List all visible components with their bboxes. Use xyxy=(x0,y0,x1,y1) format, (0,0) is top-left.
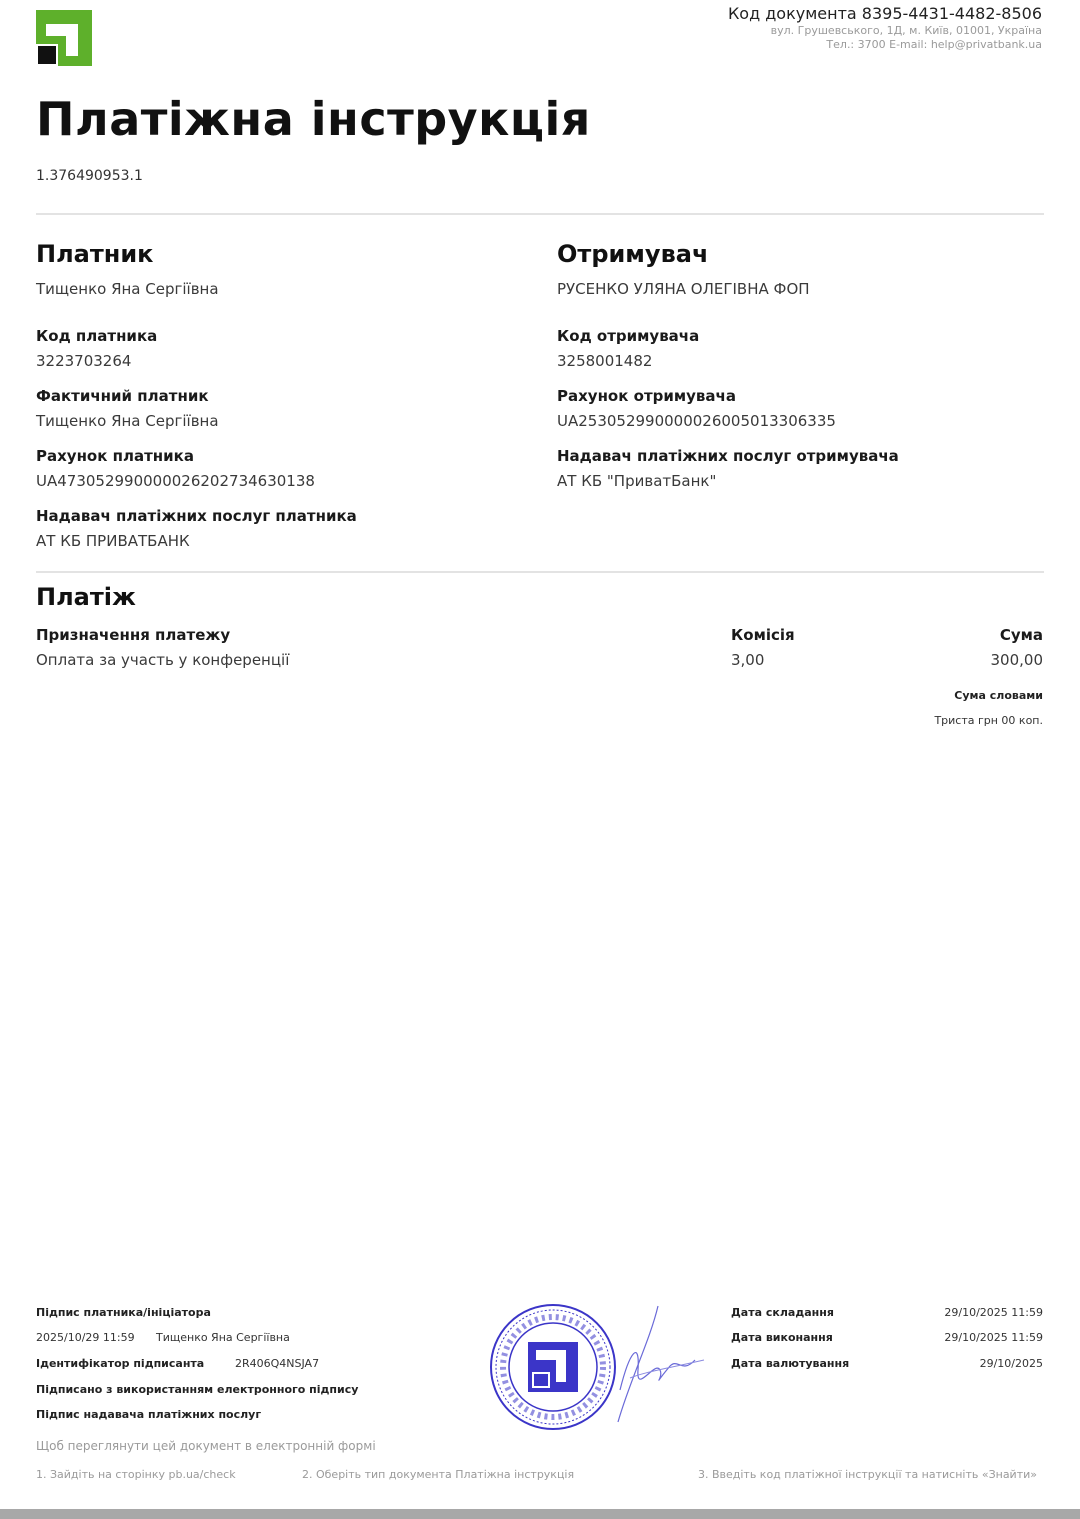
payment-purpose-label: Призначення платежу xyxy=(36,626,231,644)
date-executed-label: Дата виконання xyxy=(731,1331,833,1344)
divider xyxy=(36,571,1044,573)
divider xyxy=(36,213,1044,215)
bank-address: вул. Грушевського, 1Д, м. Київ, 01001, Україна xyxy=(770,24,1042,37)
recipient-provider: АТ КБ "ПриватБанк" xyxy=(557,472,717,490)
instruction-step-2: 2. Оберіть тип документа Платіжна інструкція xyxy=(302,1468,575,1481)
amount-words-label: Сума словами xyxy=(954,689,1043,702)
page-bottom-bar xyxy=(0,1509,1080,1519)
value-date-label: Дата валютування xyxy=(731,1357,850,1370)
recipient-account-label: Рахунок отримувача xyxy=(557,387,736,405)
payer-provider-label: Надавач платіжних послуг платника xyxy=(36,507,357,525)
payer-code-label: Код платника xyxy=(36,327,158,345)
value-date-value: 29/10/2025 xyxy=(979,1357,1043,1370)
actual-payer-label: Фактичний платник xyxy=(36,387,209,405)
date-created-value: 29/10/2025 11:59 xyxy=(944,1306,1043,1319)
amount-value: 300,00 xyxy=(990,651,1043,669)
document-header xyxy=(728,4,1042,52)
commission-label: Комісія xyxy=(731,626,795,644)
instruction-step-1: 1. Зайдіть на сторінку pb.ua/check xyxy=(36,1468,236,1481)
signer-id-label: Ідентифікатор підписанта xyxy=(36,1357,205,1370)
date-created-label: Дата складання xyxy=(731,1306,834,1319)
bank-contacts: Тел.: 3700 E-mail: help@privatbank.ua xyxy=(826,38,1042,51)
provider-signature-label: Підпис надавача платіжних послуг xyxy=(36,1408,262,1421)
commission-value: 3,00 xyxy=(731,651,765,669)
recipient-name: РУСЕНКО УЛЯНА ОЛЕГІВНА ФОП xyxy=(557,280,810,298)
date-executed-value: 29/10/2025 11:59 xyxy=(944,1331,1043,1344)
payment-heading: Платіж xyxy=(36,583,136,611)
signer-id: 2R406Q4NSJA7 xyxy=(235,1357,320,1370)
amount-label: Сума xyxy=(999,626,1043,644)
recipient-code-label: Код отримувача xyxy=(557,327,700,345)
recipient-account: UA253052990000026005013306335 xyxy=(557,412,836,430)
recipient-heading: Отримувач xyxy=(557,240,709,268)
payer-account: UA473052990000026202734630138 xyxy=(36,472,315,490)
privatbank-logo-icon xyxy=(36,10,92,66)
instruction-step-3: 3. Введіть код платіжної інструкції та натисніть «Знайти» xyxy=(697,1468,1037,1481)
recipient-provider-label: Надавач платіжних послуг отримувача xyxy=(557,447,899,465)
amount-words: Триста грн 00 коп. xyxy=(934,714,1043,727)
handwritten-signature-icon xyxy=(600,1300,710,1430)
signature-label: Підпис платника/ініціатора xyxy=(36,1306,211,1319)
signature-datetime: 2025/10/29 11:59 xyxy=(36,1331,135,1344)
signed-with-note: Підписано з використанням електронного підпису xyxy=(36,1383,359,1396)
document-number: 1.376490953.1 xyxy=(36,168,143,184)
page-title: Платіжна інструкція xyxy=(36,92,591,146)
payer-heading: Платник xyxy=(36,240,154,268)
document-code: Код документа 8395-4431-4482-8506 xyxy=(727,4,1042,23)
payer-name: Тищенко Яна Сергіївна xyxy=(36,280,219,298)
bank-stamp-icon xyxy=(488,1302,618,1432)
payer-provider: АТ КБ ПРИВАТБАНК xyxy=(36,532,190,550)
instructions-title: Щоб переглянути цей документ в електронній формі xyxy=(36,1439,376,1453)
recipient-code: 3258001482 xyxy=(557,352,653,370)
payer-account-label: Рахунок платника xyxy=(36,447,194,465)
signature-name: Тищенко Яна Сергіївна xyxy=(156,1331,290,1344)
payment-purpose: Оплата за участь у конференції xyxy=(36,651,290,669)
payer-code: 3223703264 xyxy=(36,352,132,370)
actual-payer: Тищенко Яна Сергіївна xyxy=(36,412,219,430)
